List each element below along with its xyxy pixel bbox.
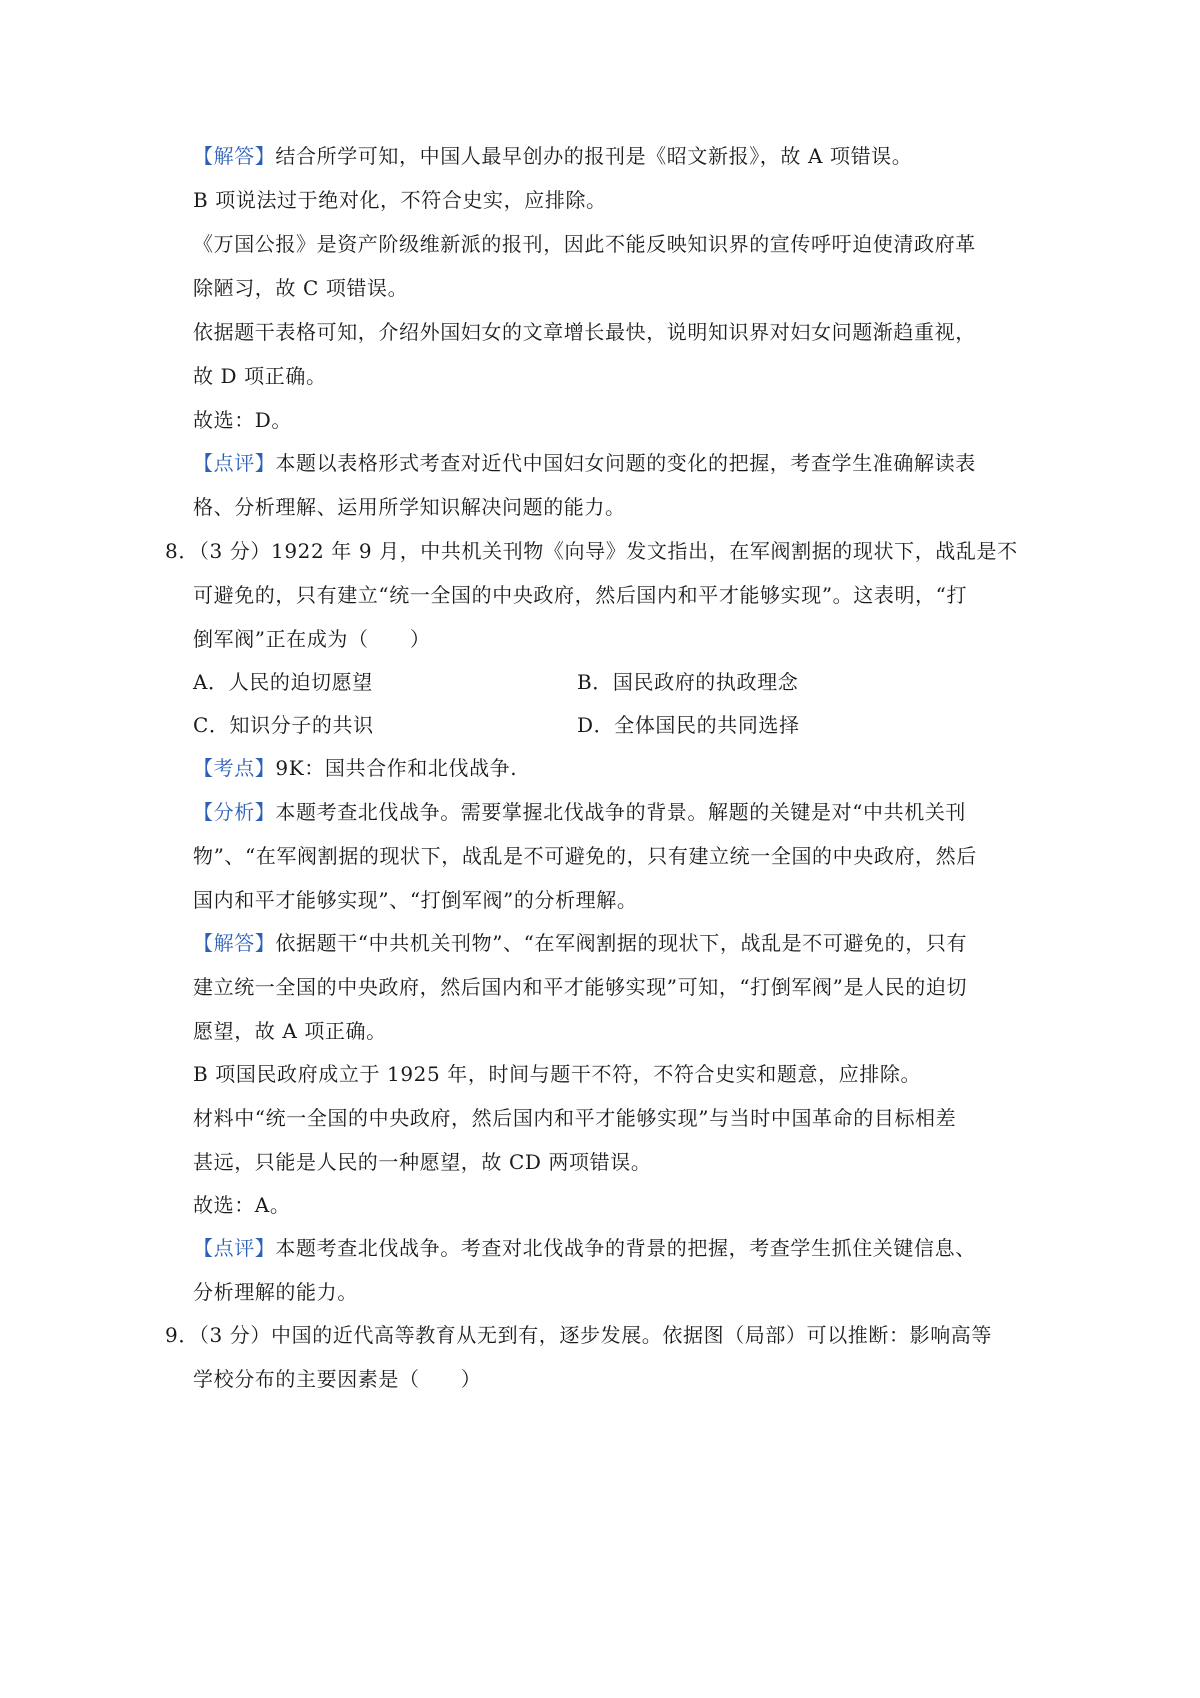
q8-choice: 故选：A。 [193, 1193, 291, 1217]
q8-answer-line-6: 甚远，只能是人民的一种愿望，故 CD 两项错误。 [193, 1150, 652, 1174]
comment-tag: 【点评】 [193, 1236, 276, 1260]
q8-stem-line-1: 8．（3 分）1922 年 9 月，中共机关刊物《向导》发文指出，在军阀割据的现状下，战乱是不 [165, 539, 1018, 563]
q8-option-c: C．知识分子的共识 [193, 713, 374, 737]
q9-stem-line-2: 学校分布的主要因素是（ ） [193, 1367, 482, 1391]
q8-option-b: B．国民政府的执政理念 [577, 670, 799, 694]
q8-answer-line-1: 【解答】依据题干“中共机关刊物”、“在军阀割据的现状下，战乱是不可避免的，只有 [193, 931, 968, 955]
q8-answer-line-3: 愿望，故 A 项正确。 [193, 1019, 387, 1043]
q8-answer-line-5: 材料中“统一全国的中央政府，然后国内和平才能够实现”与当时中国革命的目标相差 [193, 1106, 957, 1130]
q8-analysis-line-1: 【分析】本题考查北伐战争。需要掌握北伐战争的背景。解题的关键是对“中共机关刊 [193, 800, 967, 824]
answer-tag: 【解答】 [193, 931, 276, 955]
q7-answer-line-4: 除陋习，故 C 项错误。 [193, 276, 409, 300]
analysis-tag: 【分析】 [193, 800, 276, 824]
q8-point: 【考点】9K：国共合作和北伐战争. [193, 756, 518, 780]
q7-comment-line-1: 【点评】本题以表格形式考查对近代中国妇女问题的变化的把握，考查学生准确解读表 [193, 451, 976, 475]
q8-option-a: A．人民的迫切愿望 [193, 670, 373, 694]
q8-option-d: D．全体国民的共同选择 [577, 713, 800, 737]
q7-answer-line-1: 【解答】结合所学可知，中国人最早创办的报刊是《昭文新报》，故 A 项错误。 [193, 144, 913, 168]
q7-answer-line-5: 依据题干表格可知，介绍外国妇女的文章增长最快，说明知识界对妇女问题渐趋重视， [193, 320, 976, 344]
q8-stem-line-2: 可避免的，只有建立“统一全国的中央政府，然后国内和平才能够实现”。这表明，“打 [193, 583, 968, 607]
q8-stem-line-3: 倒军阀”正在成为（ ） [193, 627, 431, 651]
q8-comment-line-1: 【点评】本题考查北伐战争。考查对北伐战争的背景的把握，考查学生抓住关键信息、 [193, 1236, 976, 1260]
q7-answer-line-2: B 项说法过于绝对化，不符合史实，应排除。 [193, 188, 607, 212]
q7-comment-line-2: 格、分析理解、运用所学知识解决问题的能力。 [193, 495, 626, 519]
q7-choice: 故选：D。 [193, 408, 293, 432]
q8-analysis-line-3: 国内和平才能够实现”、“打倒军阀”的分析理解。 [193, 888, 638, 912]
q8-comment-line-2: 分析理解的能力。 [193, 1280, 358, 1304]
q8-answer-line-2: 建立统一全国的中央政府，然后国内和平才能够实现”可知，“打倒军阀”是人民的迫切 [193, 975, 968, 999]
q7-answer-line-6: 故 D 项正确。 [193, 364, 327, 388]
point-tag: 【考点】 [193, 756, 276, 780]
q7-answer-line-3: 《万国公报》是资产阶级维新派的报刊，因此不能反映知识界的宣传呼吁迫使清政府革 [193, 232, 976, 256]
q8-analysis-line-2: 物”、“在军阀割据的现状下，战乱是不可避免的，只有建立统一全国的中央政府，然后 [193, 844, 977, 868]
answer-tag: 【解答】 [193, 144, 276, 168]
q9-stem-line-1: 9．（3 分）中国的近代高等教育从无到有，逐步发展。依据图（局部）可以推断：影响高等 [165, 1323, 993, 1347]
comment-tag: 【点评】 [193, 451, 276, 475]
q8-answer-line-4: B 项国民政府成立于 1925 年，时间与题干不符，不符合史实和题意，应排除。 [193, 1062, 922, 1086]
